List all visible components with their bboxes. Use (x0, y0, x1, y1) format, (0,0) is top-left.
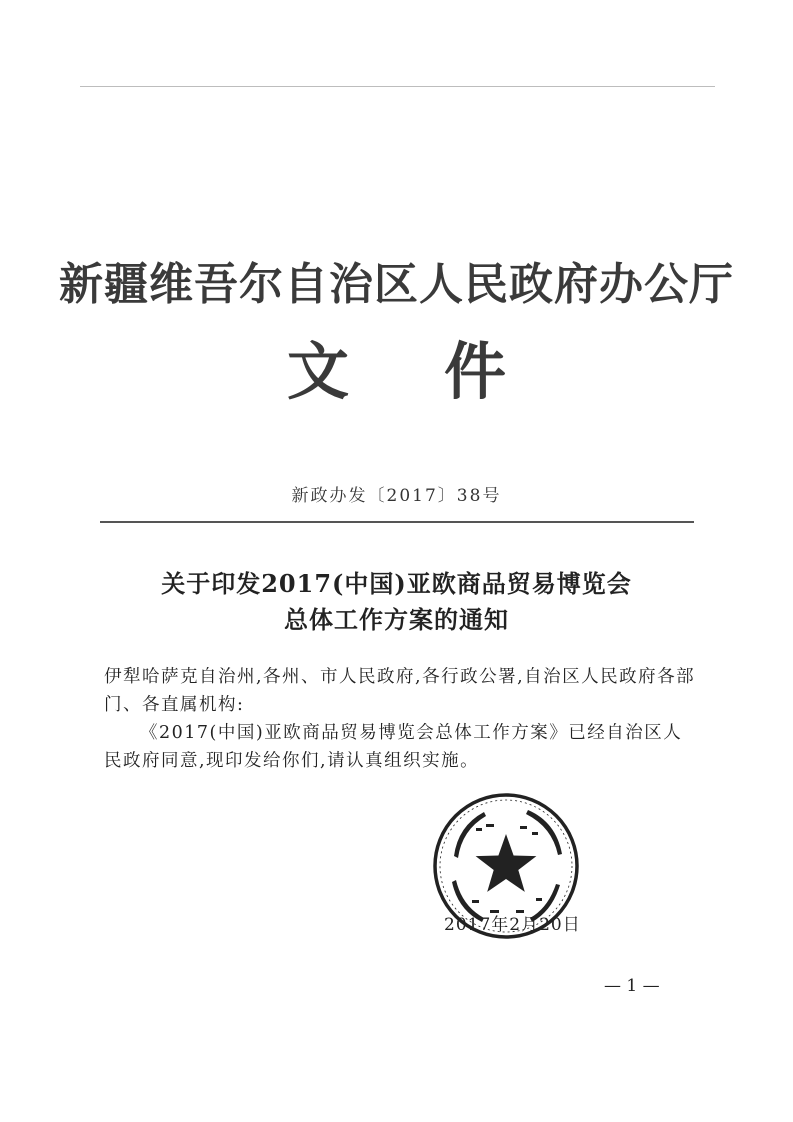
notice-title-line-2: 总体工作方案的通知 (284, 605, 509, 634)
document-number: 新政办发〔2017〕38号 (291, 486, 502, 506)
body-paragraph: 《2017(中国)亚欧商品贸易博览会总体工作方案》已经自治区人民政府同意,现印发给你们,请认真组织实施。 (104, 723, 683, 771)
top-rule (80, 86, 715, 87)
page-number: — 1 — (604, 976, 660, 996)
document-type: 文件 (286, 335, 601, 408)
notice-title-line-1: 关于印发2017(中国)亚欧商品贸易博览会 (161, 569, 632, 598)
notice-title (0, 566, 793, 638)
addressee-paragraph: 伊犁哈萨克自治州,各州、市人民政府,各行政公署,自治区人民政府各部门、各直属机构: (104, 667, 696, 715)
notice-body (104, 663, 696, 775)
seal-star-icon (476, 834, 537, 892)
issuer-name: 新疆维吾尔自治区人民政府办公厅 (59, 259, 734, 310)
separator-rule (100, 521, 694, 523)
issue-date: 2017年2月20日 (444, 915, 581, 935)
